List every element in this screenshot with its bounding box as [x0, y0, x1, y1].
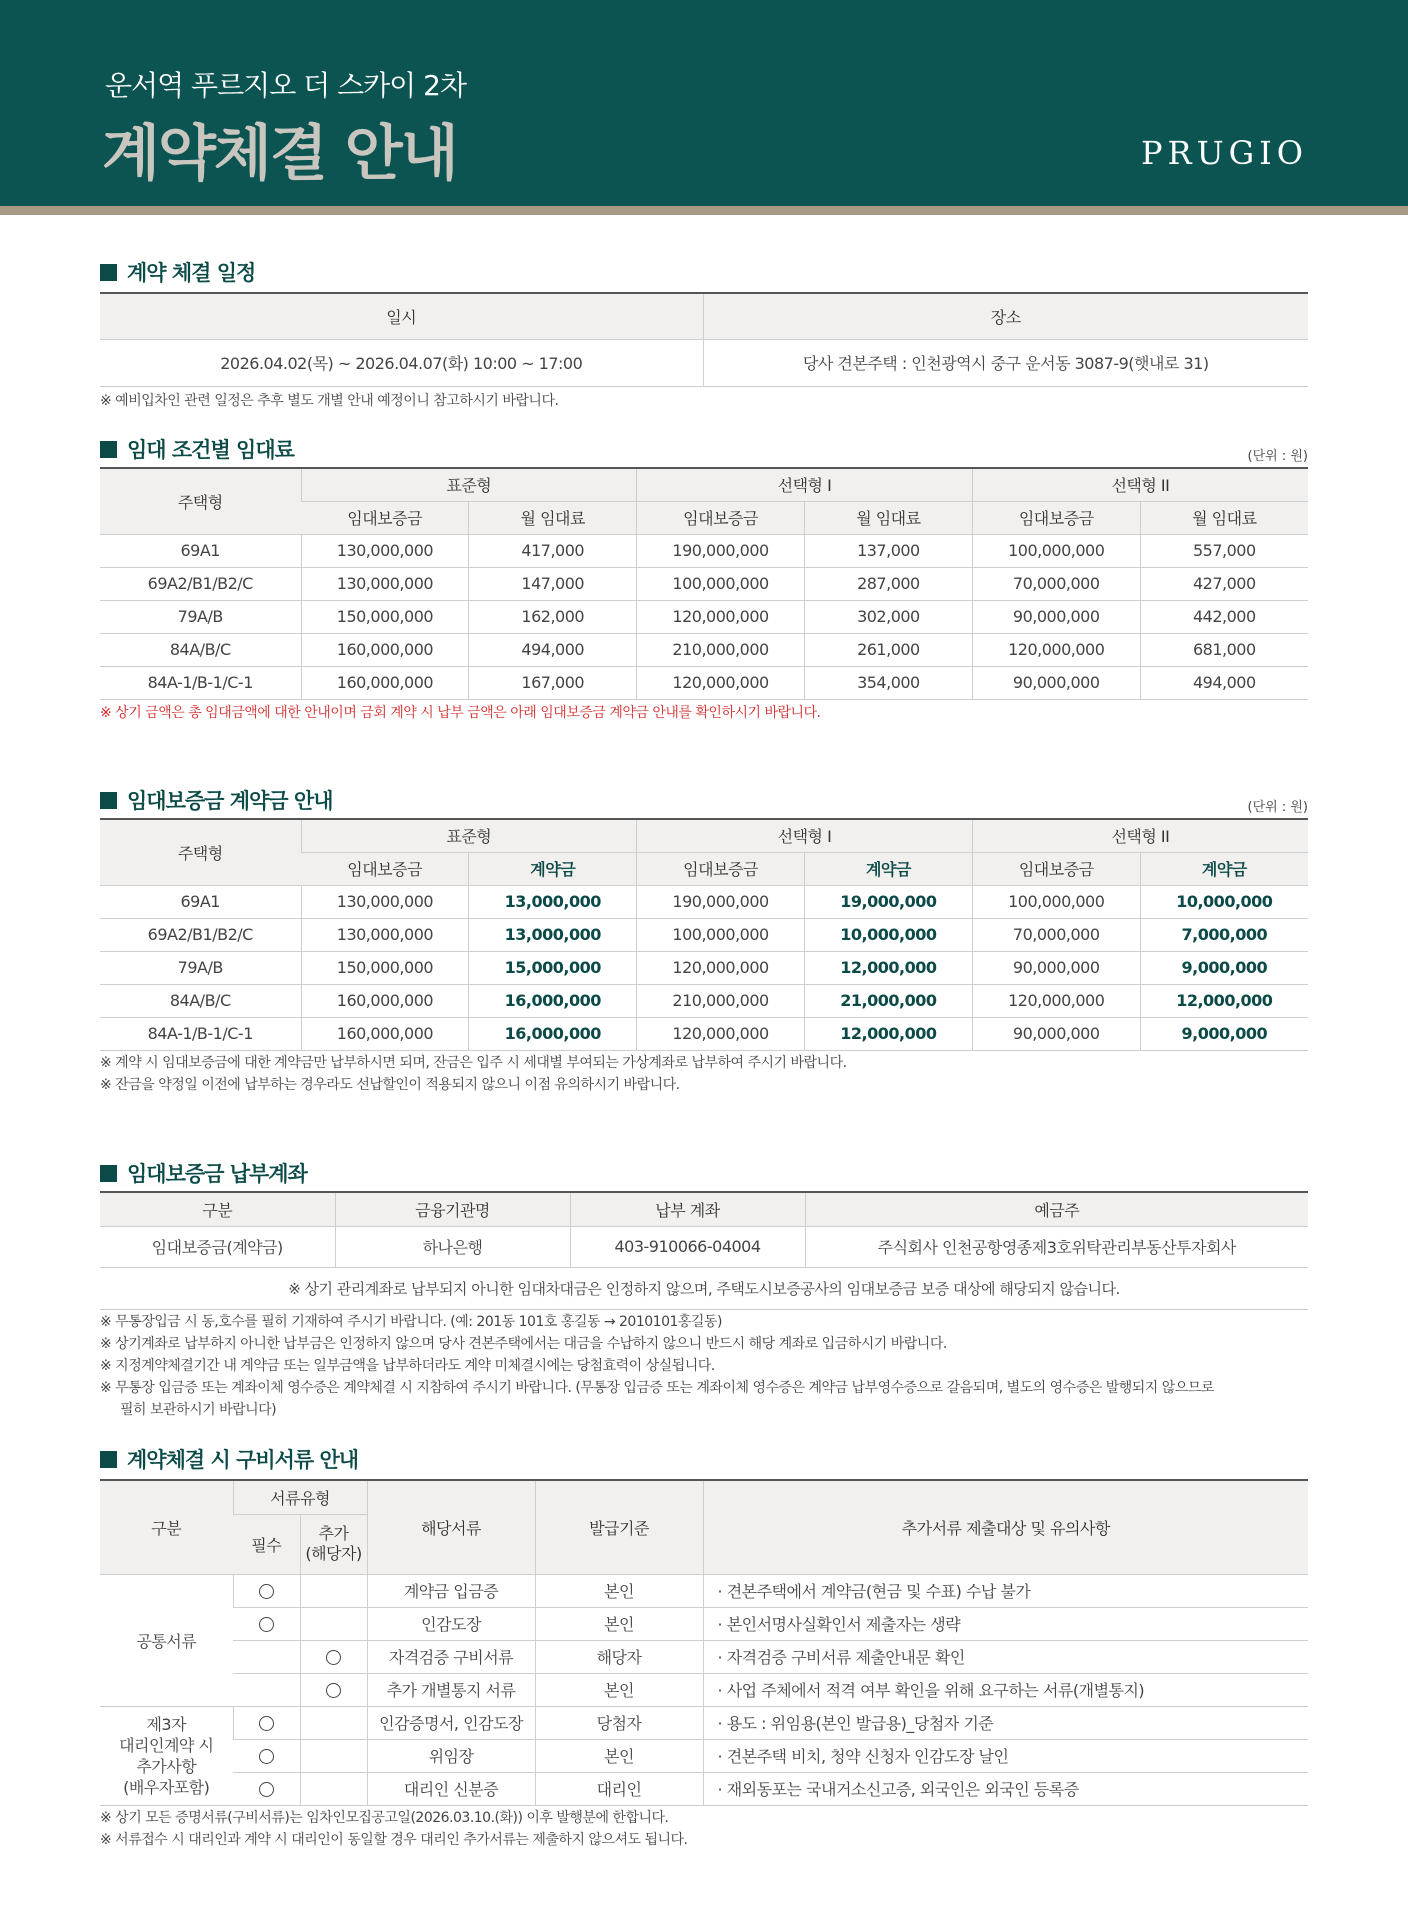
price-cell: 100,000,000 — [637, 918, 805, 951]
price-cell: 130,000,000 — [301, 567, 469, 600]
sub-down-payment: 계약금 — [1140, 852, 1308, 885]
unit-type-cell: 84A/B/C — [100, 984, 301, 1017]
price-cell: 160,000,000 — [301, 984, 469, 1017]
docs-body — [100, 1574, 1308, 1805]
unit-type-cell: 84A-1/B-1/C-1 — [100, 1017, 301, 1050]
account-bank: 하나은행 — [335, 1226, 570, 1267]
page-title: 계약체결 안내 — [102, 119, 457, 189]
price-cell: 150,000,000 — [301, 600, 469, 633]
schedule-section — [100, 257, 1308, 412]
price-cell: 100,000,000 — [972, 885, 1140, 918]
price-cell: 12,000,000 — [1140, 984, 1308, 1017]
group-option-2: 선택형 II — [972, 819, 1308, 852]
col-place: 장소 — [703, 293, 1308, 339]
col-type: 주택형 — [100, 468, 301, 534]
price-cell: 417,000 — [469, 534, 637, 567]
col-extra-line: (해당자) — [305, 1544, 362, 1563]
price-cell: 190,000,000 — [637, 534, 805, 567]
extra-cell — [300, 1574, 367, 1607]
price-cell: 100,000,000 — [972, 534, 1140, 567]
table-row — [100, 951, 1308, 984]
col-doc-type: 서류유형 — [233, 1480, 367, 1514]
price-cell: 354,000 — [804, 666, 972, 699]
deposit-table — [100, 818, 1308, 1051]
price-cell: 442,000 — [1140, 600, 1308, 633]
table-row — [100, 600, 1308, 633]
col-type: 주택형 — [100, 819, 301, 885]
table-row — [100, 1574, 1308, 1607]
section-title: 계약체결 시 구비서류 안내 — [127, 1448, 359, 1472]
required-cell — [233, 1640, 300, 1673]
price-cell: 15,000,000 — [469, 951, 637, 984]
table-row — [100, 1607, 1308, 1640]
deposit-note: ※ 잔금을 약정일 이전에 납부하는 경우라도 선납할인이 적용되지 않으니 이점 유의하시기 바랍니다. — [100, 1076, 680, 1093]
price-cell: 9,000,000 — [1140, 951, 1308, 984]
unit-type-cell: 69A1 — [100, 534, 301, 567]
account-note: ※ 무통장입금 시 동,호수를 필히 기재하여 주시기 바랍니다. (예: 201동 101호 홍길동 → 2010101홍길동) — [100, 1313, 722, 1330]
table-row — [100, 1772, 1308, 1805]
header-banner — [0, 0, 1408, 206]
price-cell: 16,000,000 — [469, 984, 637, 1017]
col-date: 일시 — [100, 293, 703, 339]
price-cell: 160,000,000 — [301, 1017, 469, 1050]
unit-type-cell: 84A/B/C — [100, 633, 301, 666]
account-category: 임대보증금(계약금) — [100, 1226, 335, 1267]
table-row — [100, 1640, 1308, 1673]
extra-cell — [300, 1772, 367, 1805]
unit-type-cell: 69A2/B1/B2/C — [100, 567, 301, 600]
col-document: 해당서류 — [367, 1480, 535, 1574]
table-row — [100, 984, 1308, 1017]
price-cell: 160,000,000 — [301, 666, 469, 699]
col-required: 필수 — [233, 1514, 300, 1574]
circle-mark-icon — [259, 1782, 274, 1797]
extra-cell — [300, 1640, 367, 1673]
schedule-table — [100, 292, 1308, 387]
price-cell: 19,000,000 — [804, 885, 972, 918]
price-cell: 130,000,000 — [301, 534, 469, 567]
account-note: ※ 상기계좌로 납부하지 아니한 납부금은 인정하지 않으며 당사 견본주택에서는 대금을 수납하지 않으니 반드시 해당 계좌로 입금하시기 바랍니다. — [100, 1335, 947, 1352]
price-cell: 90,000,000 — [972, 951, 1140, 984]
price-cell: 167,000 — [469, 666, 637, 699]
col-category: 구분 — [100, 1192, 335, 1226]
extra-cell — [300, 1607, 367, 1640]
section-bullet-icon — [100, 1165, 117, 1182]
issue-basis-cell: 대리인 — [535, 1772, 703, 1805]
account-section — [100, 1158, 1308, 1421]
section-title: 임대보증금 납부계좌 — [127, 1162, 307, 1186]
group-proxy-line: 대리인계약 시 — [119, 1735, 214, 1755]
price-cell: 120,000,000 — [972, 984, 1140, 1017]
section-bullet-icon — [100, 441, 117, 458]
document-cell: 계약금 입금증 — [367, 1574, 535, 1607]
account-note: ※ 지정계약체결기간 내 계약금 또는 일부금액을 납부하더라도 계약 미체결시에는 당첨효력이 상실됩니다. — [100, 1357, 715, 1374]
price-cell: 90,000,000 — [972, 600, 1140, 633]
section-title: 임대보증금 계약금 안내 — [127, 789, 333, 813]
issue-basis-cell: 본인 — [535, 1607, 703, 1640]
section-title: 계약 체결 일정 — [127, 261, 256, 285]
col-remarks: 추가서류 제출대상 및 유의사항 — [703, 1480, 1308, 1574]
price-cell: 21,000,000 — [804, 984, 972, 1017]
sub-deposit: 임대보증금 — [301, 501, 469, 534]
price-cell: 261,000 — [804, 633, 972, 666]
sub-monthly: 월 임대료 — [1140, 501, 1308, 534]
group-standard: 표준형 — [301, 819, 637, 852]
price-cell: 70,000,000 — [972, 567, 1140, 600]
schedule-place: 당사 견본주택 : 인천광역시 중구 운서동 3087-9(햇내로 31) — [703, 339, 1308, 386]
account-holder: 주식회사 인천공항영종제3호위탁관리부동산투자회사 — [805, 1226, 1308, 1267]
price-cell: 302,000 — [804, 600, 972, 633]
group-proxy-line: 추가사항 — [136, 1756, 197, 1776]
required-cell — [233, 1739, 300, 1772]
table-row — [100, 918, 1308, 951]
price-cell: 7,000,000 — [1140, 918, 1308, 951]
circle-mark-icon — [326, 1683, 341, 1698]
extra-cell — [300, 1706, 367, 1739]
sub-deposit: 임대보증금 — [301, 852, 469, 885]
account-inner-note: ※ 상기 관리계좌로 납부되지 아니한 임대차대금은 인정하지 않으며, 주택도시보증공사의 임대보증금 보증 대상에 해당되지 않습니다. — [100, 1267, 1308, 1309]
section-bullet-icon — [100, 1451, 117, 1468]
price-cell: 13,000,000 — [469, 918, 637, 951]
account-number[interactable]: 403-910066-04004 — [570, 1226, 805, 1267]
document-cell: 대리인 신분증 — [367, 1772, 535, 1805]
unit-label: (단위 : 원) — [1247, 800, 1308, 815]
price-cell: 100,000,000 — [637, 567, 805, 600]
required-cell — [233, 1673, 300, 1706]
sub-down-payment: 계약금 — [804, 852, 972, 885]
col-holder: 예금주 — [805, 1192, 1308, 1226]
issue-basis-cell: 본인 — [535, 1673, 703, 1706]
sub-deposit: 임대보증금 — [637, 852, 805, 885]
price-cell: 427,000 — [1140, 567, 1308, 600]
required-cell — [233, 1772, 300, 1805]
issue-basis-cell: 당첨자 — [535, 1706, 703, 1739]
price-cell: 10,000,000 — [1140, 885, 1308, 918]
docs-note: ※ 서류접수 시 대리인과 계약 시 대리인이 동일할 경우 대리인 추가서류는 제출하지 않으셔도 됩니다. — [100, 1831, 688, 1848]
table-row — [100, 1706, 1308, 1739]
price-cell: 12,000,000 — [804, 951, 972, 984]
price-cell: 147,000 — [469, 567, 637, 600]
issue-basis-cell: 본인 — [535, 1574, 703, 1607]
group-proxy-line: 제3자 — [146, 1714, 187, 1734]
price-cell: 13,000,000 — [469, 885, 637, 918]
price-cell: 494,000 — [469, 633, 637, 666]
unit-type-cell: 69A1 — [100, 885, 301, 918]
unit-label: (단위 : 원) — [1247, 449, 1308, 464]
group-option-1: 선택형 I — [637, 468, 973, 501]
col-extra — [300, 1514, 367, 1574]
price-cell: 120,000,000 — [637, 1017, 805, 1050]
price-cell: 210,000,000 — [637, 633, 805, 666]
section-title: 임대 조건별 임대료 — [127, 438, 294, 462]
table-row — [100, 534, 1308, 567]
document-cell: 위임장 — [367, 1739, 535, 1772]
sub-down-payment: 계약금 — [469, 852, 637, 885]
circle-mark-icon — [259, 1617, 274, 1632]
remark-cell: · 견본주택에서 계약금(현금 및 수표) 수납 불가 — [703, 1574, 1308, 1607]
price-cell: 16,000,000 — [469, 1017, 637, 1050]
docs-section — [100, 1444, 1308, 1851]
price-cell: 130,000,000 — [301, 918, 469, 951]
table-row — [100, 1739, 1308, 1772]
circle-mark-icon — [259, 1716, 274, 1731]
header-divider — [0, 206, 1408, 215]
required-cell — [233, 1706, 300, 1739]
table-row — [100, 567, 1308, 600]
table-row — [100, 1017, 1308, 1050]
col-account: 납부 계좌 — [570, 1192, 805, 1226]
page-subtitle: 운서역 푸르지오 더 스카이 2차 — [105, 69, 466, 102]
price-cell: 120,000,000 — [637, 666, 805, 699]
remark-cell: · 용도 : 위임용(본인 발급용)_당첨자 기준 — [703, 1706, 1308, 1739]
brand-logo: PRUGIO — [1140, 134, 1308, 172]
deposit-section — [100, 785, 1308, 1096]
price-cell: 10,000,000 — [804, 918, 972, 951]
group-common: 공통서류 — [100, 1574, 233, 1706]
rent-section — [100, 434, 1308, 724]
price-cell: 130,000,000 — [301, 885, 469, 918]
unit-type-cell: 79A/B — [100, 600, 301, 633]
sub-monthly: 월 임대료 — [804, 501, 972, 534]
document-cell: 인감증명서, 인감도장 — [367, 1706, 535, 1739]
group-option-2: 선택형 II — [972, 468, 1308, 501]
deposit-note: ※ 계약 시 임대보증금에 대한 계약금만 납부하시면 되며, 잔금은 입주 시 세대별 부여되는 가상계좌로 납부하여 주시기 바랍니다. — [100, 1054, 847, 1071]
unit-type-cell: 79A/B — [100, 951, 301, 984]
sub-deposit: 임대보증금 — [637, 501, 805, 534]
section-bullet-icon — [100, 792, 117, 809]
col-category: 구분 — [100, 1480, 233, 1574]
schedule-note: ※ 예비입차인 관련 일정은 추후 별도 개별 안내 예정이니 참고하시기 바랍니다. — [100, 392, 559, 409]
price-cell: 120,000,000 — [637, 951, 805, 984]
remark-cell: · 본인서명사실확인서 제출자는 생략 — [703, 1607, 1308, 1640]
issue-basis-cell: 본인 — [535, 1739, 703, 1772]
deposit-body — [100, 885, 1308, 1050]
rent-body — [100, 534, 1308, 699]
docs-table — [100, 1479, 1308, 1806]
rent-table — [100, 467, 1308, 700]
schedule-date: 2026.04.02(목) ~ 2026.04.07(화) 10:00 ~ 17:00 — [100, 339, 703, 386]
price-cell: 90,000,000 — [972, 1017, 1140, 1050]
price-cell: 210,000,000 — [637, 984, 805, 1017]
document-cell: 자격검증 구비서류 — [367, 1640, 535, 1673]
col-bank: 금융기관명 — [335, 1192, 570, 1226]
remark-cell: · 사업 주체에서 적격 여부 확인을 위해 요구하는 서류(개별통지) — [703, 1673, 1308, 1706]
table-row — [100, 633, 1308, 666]
extra-cell — [300, 1739, 367, 1772]
price-cell: 162,000 — [469, 600, 637, 633]
extra-cell — [300, 1673, 367, 1706]
remark-cell: · 견본주택 비치, 청약 신청자 인감도장 날인 — [703, 1739, 1308, 1772]
document-cell: 추가 개별통지 서류 — [367, 1673, 535, 1706]
document-cell: 인감도장 — [367, 1607, 535, 1640]
sub-deposit: 임대보증금 — [972, 501, 1140, 534]
circle-mark-icon — [326, 1650, 341, 1665]
required-cell — [233, 1574, 300, 1607]
price-cell: 557,000 — [1140, 534, 1308, 567]
price-cell: 90,000,000 — [972, 666, 1140, 699]
col-extra-line: 추가 — [318, 1524, 349, 1543]
sub-monthly: 월 임대료 — [469, 501, 637, 534]
account-table — [100, 1191, 1308, 1310]
price-cell: 681,000 — [1140, 633, 1308, 666]
table-row — [100, 885, 1308, 918]
group-standard: 표준형 — [301, 468, 637, 501]
price-cell: 494,000 — [1140, 666, 1308, 699]
price-cell: 190,000,000 — [637, 885, 805, 918]
issue-basis-cell: 해당자 — [535, 1640, 703, 1673]
docs-note: ※ 상기 모든 증명서류(구비서류)는 임차인모집공고일(2026.03.10.(화)) 이후 발행분에 한합니다. — [100, 1809, 669, 1826]
price-cell: 287,000 — [804, 567, 972, 600]
price-cell: 160,000,000 — [301, 633, 469, 666]
group-proxy-line: (배우자포함) — [123, 1777, 210, 1797]
unit-type-cell: 84A-1/B-1/C-1 — [100, 666, 301, 699]
price-cell: 120,000,000 — [972, 633, 1140, 666]
account-note: 필히 보관하시기 바랍니다) — [120, 1401, 277, 1418]
table-row — [100, 666, 1308, 699]
col-issue-basis: 발급기준 — [535, 1480, 703, 1574]
group-option-1: 선택형 I — [637, 819, 973, 852]
group-proxy — [100, 1706, 233, 1805]
price-cell: 12,000,000 — [804, 1017, 972, 1050]
price-cell: 150,000,000 — [301, 951, 469, 984]
price-cell: 70,000,000 — [972, 918, 1140, 951]
circle-mark-icon — [259, 1584, 274, 1599]
price-cell: 9,000,000 — [1140, 1017, 1308, 1050]
sub-deposit: 임대보증금 — [972, 852, 1140, 885]
remark-cell: · 재외동포는 국내거소신고증, 외국인은 외국인 등록증 — [703, 1772, 1308, 1805]
unit-type-cell: 69A2/B1/B2/C — [100, 918, 301, 951]
required-cell — [233, 1607, 300, 1640]
rent-note: ※ 상기 금액은 총 임대금액에 대한 안내이며 금회 계약 시 납부 금액은 아래 임대보증금 계약금 안내를 확인하시기 바랍니다. — [100, 704, 821, 721]
section-bullet-icon — [100, 264, 117, 281]
circle-mark-icon — [259, 1749, 274, 1764]
table-row — [100, 1673, 1308, 1706]
remark-cell: · 자격검증 구비서류 제출안내문 확인 — [703, 1640, 1308, 1673]
account-note: ※ 무통장 입금증 또는 계좌이체 영수증은 계약체결 시 지참하여 주시기 바랍니다. (무통장 입금증 또는 계좌이체 영수증은 계약금 납부영수증으로 갈음되며, 별도의 영수증은 발행되지 않으므로 — [100, 1379, 1214, 1396]
price-cell: 120,000,000 — [637, 600, 805, 633]
price-cell: 137,000 — [804, 534, 972, 567]
